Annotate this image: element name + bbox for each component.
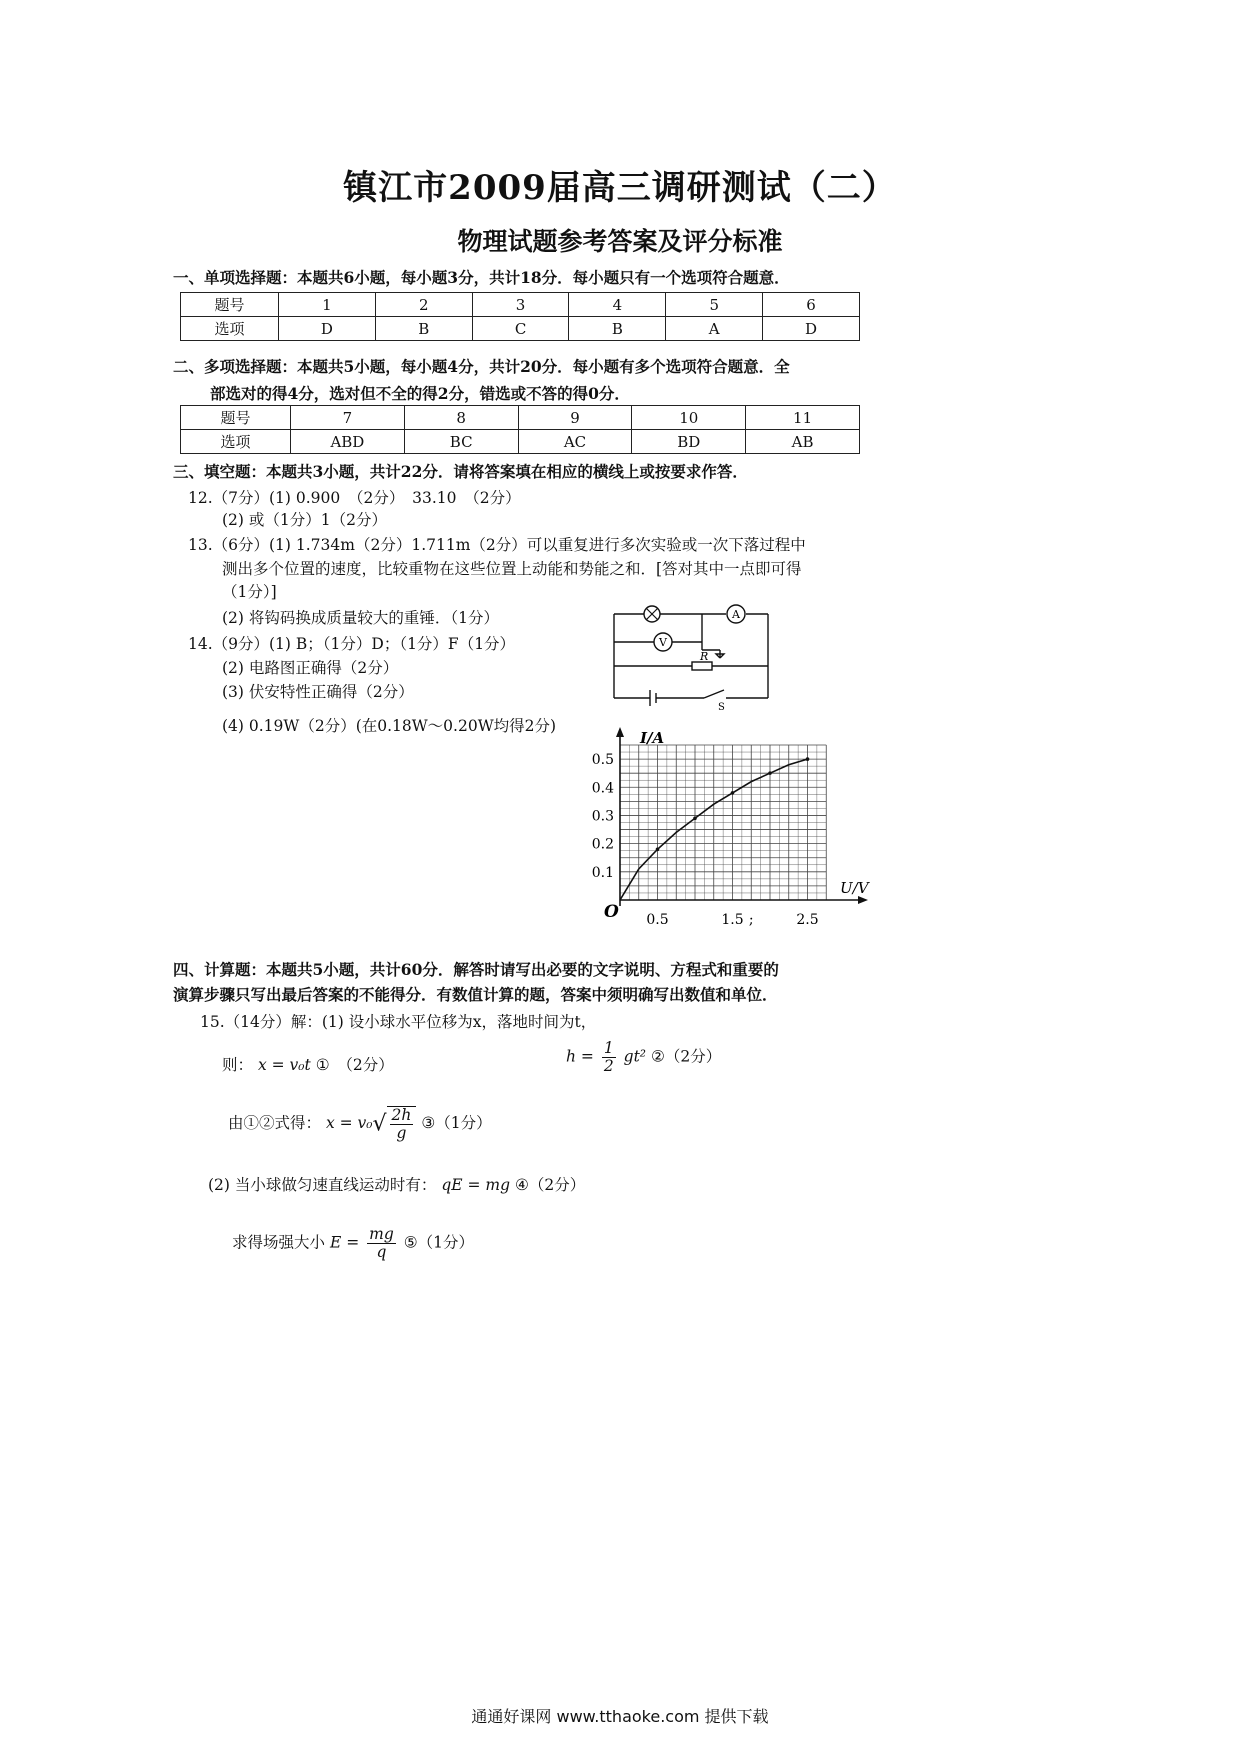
q12-line2: (2) 或（1分）1（2分） bbox=[222, 511, 387, 529]
answer-cell: B bbox=[569, 317, 666, 341]
table-row bbox=[181, 406, 860, 430]
question-number: 7 bbox=[291, 406, 405, 430]
section3-heading: 三、填空题：本题共3小题，共计22分．请将答案填在相应的横线上或按要求作答． bbox=[173, 462, 748, 481]
data-point bbox=[768, 771, 772, 775]
section2-heading-line2: 部选对的得4分，选对但不全的得2分，错选或不答的得0分． bbox=[210, 384, 630, 403]
q15-eq3: 由①②式得： x = v₀√ $\frac{2h}{g}$ ③（1分） bbox=[228, 1106, 492, 1143]
sqrt-content: $\frac{2h}{g}$ bbox=[387, 1106, 417, 1142]
answer-cell: BD bbox=[632, 430, 746, 454]
data-point bbox=[693, 816, 697, 820]
table-row bbox=[181, 430, 860, 454]
section2-table bbox=[180, 405, 860, 454]
q13-line4: (2) 将钩码换成质量较大的重锤．（1分） bbox=[222, 609, 499, 627]
section1-heading: 一、单项选择题：本题共6小题，每小题3分，共计18分．每小题只有一个选项符合题意． bbox=[173, 268, 790, 287]
question-number: 6 bbox=[763, 293, 860, 317]
x-tick-label: 1.5 bbox=[721, 912, 744, 928]
x-tick-label: 2.5 bbox=[796, 912, 819, 928]
section2-heading-line1: 二、多项选择题：本题共5小题，每小题4分，共计20分．每小题有多个选项符合题意．全 bbox=[173, 357, 790, 376]
question-number: 9 bbox=[518, 406, 632, 430]
y-tick-label: 0.2 bbox=[591, 836, 614, 853]
chart-series bbox=[620, 757, 809, 900]
answer-cell: AC bbox=[518, 430, 632, 454]
origin-label: O bbox=[604, 902, 619, 922]
row-label: 选项 bbox=[181, 430, 291, 454]
data-point bbox=[656, 847, 660, 851]
ammeter-label: A bbox=[732, 608, 740, 621]
x-tick-label: 0.5 bbox=[646, 912, 669, 928]
x-tick-label: ; bbox=[748, 912, 754, 928]
question-number: 1 bbox=[279, 293, 376, 317]
fraction-mg-over-q: $\frac{mg}{q}$ bbox=[369, 1225, 394, 1262]
answer-cell: AB bbox=[746, 430, 860, 454]
switch-label: S bbox=[718, 702, 725, 713]
y-tick-label: 0.4 bbox=[591, 780, 614, 797]
voltmeter-label: V bbox=[659, 636, 667, 649]
answer-cell: D bbox=[763, 317, 860, 341]
circuit-diagram bbox=[600, 598, 780, 714]
x-axis-arrow bbox=[858, 896, 868, 904]
iu-chart bbox=[580, 725, 880, 935]
question-number: 5 bbox=[666, 293, 763, 317]
section1-table bbox=[180, 292, 860, 341]
q15-eq1: 则： x = v₀t ① （2分） bbox=[222, 1056, 394, 1074]
y-axis-arrow bbox=[616, 727, 624, 737]
chart-ticks bbox=[592, 752, 819, 928]
data-point bbox=[806, 757, 810, 761]
question-number: 2 bbox=[375, 293, 472, 317]
question-number: 3 bbox=[472, 293, 569, 317]
answer-cell: D bbox=[279, 317, 376, 341]
answer-cell: B bbox=[375, 317, 472, 341]
resistor-label: R bbox=[700, 650, 709, 663]
answer-cell: BC bbox=[404, 430, 518, 454]
page-subtitle: 物理试题参考答案及评分标准 bbox=[457, 227, 783, 256]
answer-cell: C bbox=[472, 317, 569, 341]
table-row bbox=[181, 317, 860, 341]
section4-heading-line1: 四、计算题：本题共5小题，共计60分．解答时请写出必要的文字说明、方程式和重要的 bbox=[173, 960, 779, 979]
y-tick-label: 0.1 bbox=[591, 864, 614, 881]
ammeter-icon bbox=[727, 605, 745, 623]
data-point bbox=[731, 791, 735, 795]
row-label: 题号 bbox=[181, 293, 279, 317]
q15-intro: 15.（14分）解：(1) 设小球水平位移为x，落地时间为t， bbox=[200, 1013, 597, 1031]
row-label: 选项 bbox=[181, 317, 279, 341]
fraction-one-half: $\frac{1}{2}$ bbox=[603, 1039, 614, 1076]
equation-1: x = v₀t bbox=[257, 1056, 311, 1074]
q14-line3: (3) 伏安特性正确得（2分） bbox=[222, 683, 414, 701]
y-tick-label: 0.3 bbox=[591, 808, 614, 825]
sqrt-icon: √ bbox=[372, 1111, 387, 1137]
question-number: 11 bbox=[746, 406, 860, 430]
answer-cell: ABD bbox=[291, 430, 405, 454]
page-title: 镇江市2009届高三调研测试（二） bbox=[343, 168, 897, 208]
q13-line2: 测出多个位置的速度，比较重物在这些位置上动能和势能之和．[答对其中一点即可得 bbox=[222, 560, 802, 578]
question-number: 4 bbox=[569, 293, 666, 317]
table-row bbox=[181, 293, 860, 317]
q15-eq5: 求得场强大小 E = $\frac{mg}{q}$ ⑤（1分） bbox=[232, 1225, 474, 1262]
equation-4: qE = mg bbox=[441, 1176, 511, 1194]
question-number: 10 bbox=[632, 406, 746, 430]
y-tick-label: 0.5 bbox=[591, 752, 614, 769]
q14-line4: (4) 0.19W（2分）(在0.18W～0.20W均得2分) bbox=[222, 717, 557, 735]
q12-line1: 12.（7分）(1) 0.900 （2分） 33.10 （2分） bbox=[188, 489, 521, 507]
q15-eq4: (2) 当小球做匀速直线运动时有： qE = mg ④（2分） bbox=[208, 1176, 586, 1194]
q15-eq2: h = $\frac{1}{2}$ gt² ②（2分） bbox=[566, 1039, 722, 1076]
section4-heading-line2: 演算步骤只写出最后答案的不能得分．有数值计算的题，答案中须明确写出数值和单位． bbox=[173, 985, 778, 1004]
answer-cell: A bbox=[666, 317, 763, 341]
chart-grid bbox=[620, 745, 826, 900]
lamp-icon bbox=[644, 606, 660, 622]
row-label: 题号 bbox=[181, 406, 291, 430]
x-axis-label: U/V bbox=[840, 879, 869, 897]
footer-credit: 通通好课网 www.tthaoke.com 提供下载 bbox=[471, 1707, 769, 1726]
q13-line3: （1分）] bbox=[222, 583, 277, 601]
y-axis-label: I/A bbox=[640, 729, 665, 747]
q14-line1: 14.（9分）(1) B；（1分）D；（1分）F（1分） bbox=[188, 635, 516, 653]
q13-line1: 13.（6分）(1) 1.734m（2分）1.711m（2分）可以重复进行多次实验或一次下落过程中 bbox=[188, 536, 806, 554]
question-number: 8 bbox=[404, 406, 518, 430]
q14-line2: (2) 电路图正确得（2分） bbox=[222, 659, 399, 677]
voltmeter-icon bbox=[654, 633, 672, 651]
